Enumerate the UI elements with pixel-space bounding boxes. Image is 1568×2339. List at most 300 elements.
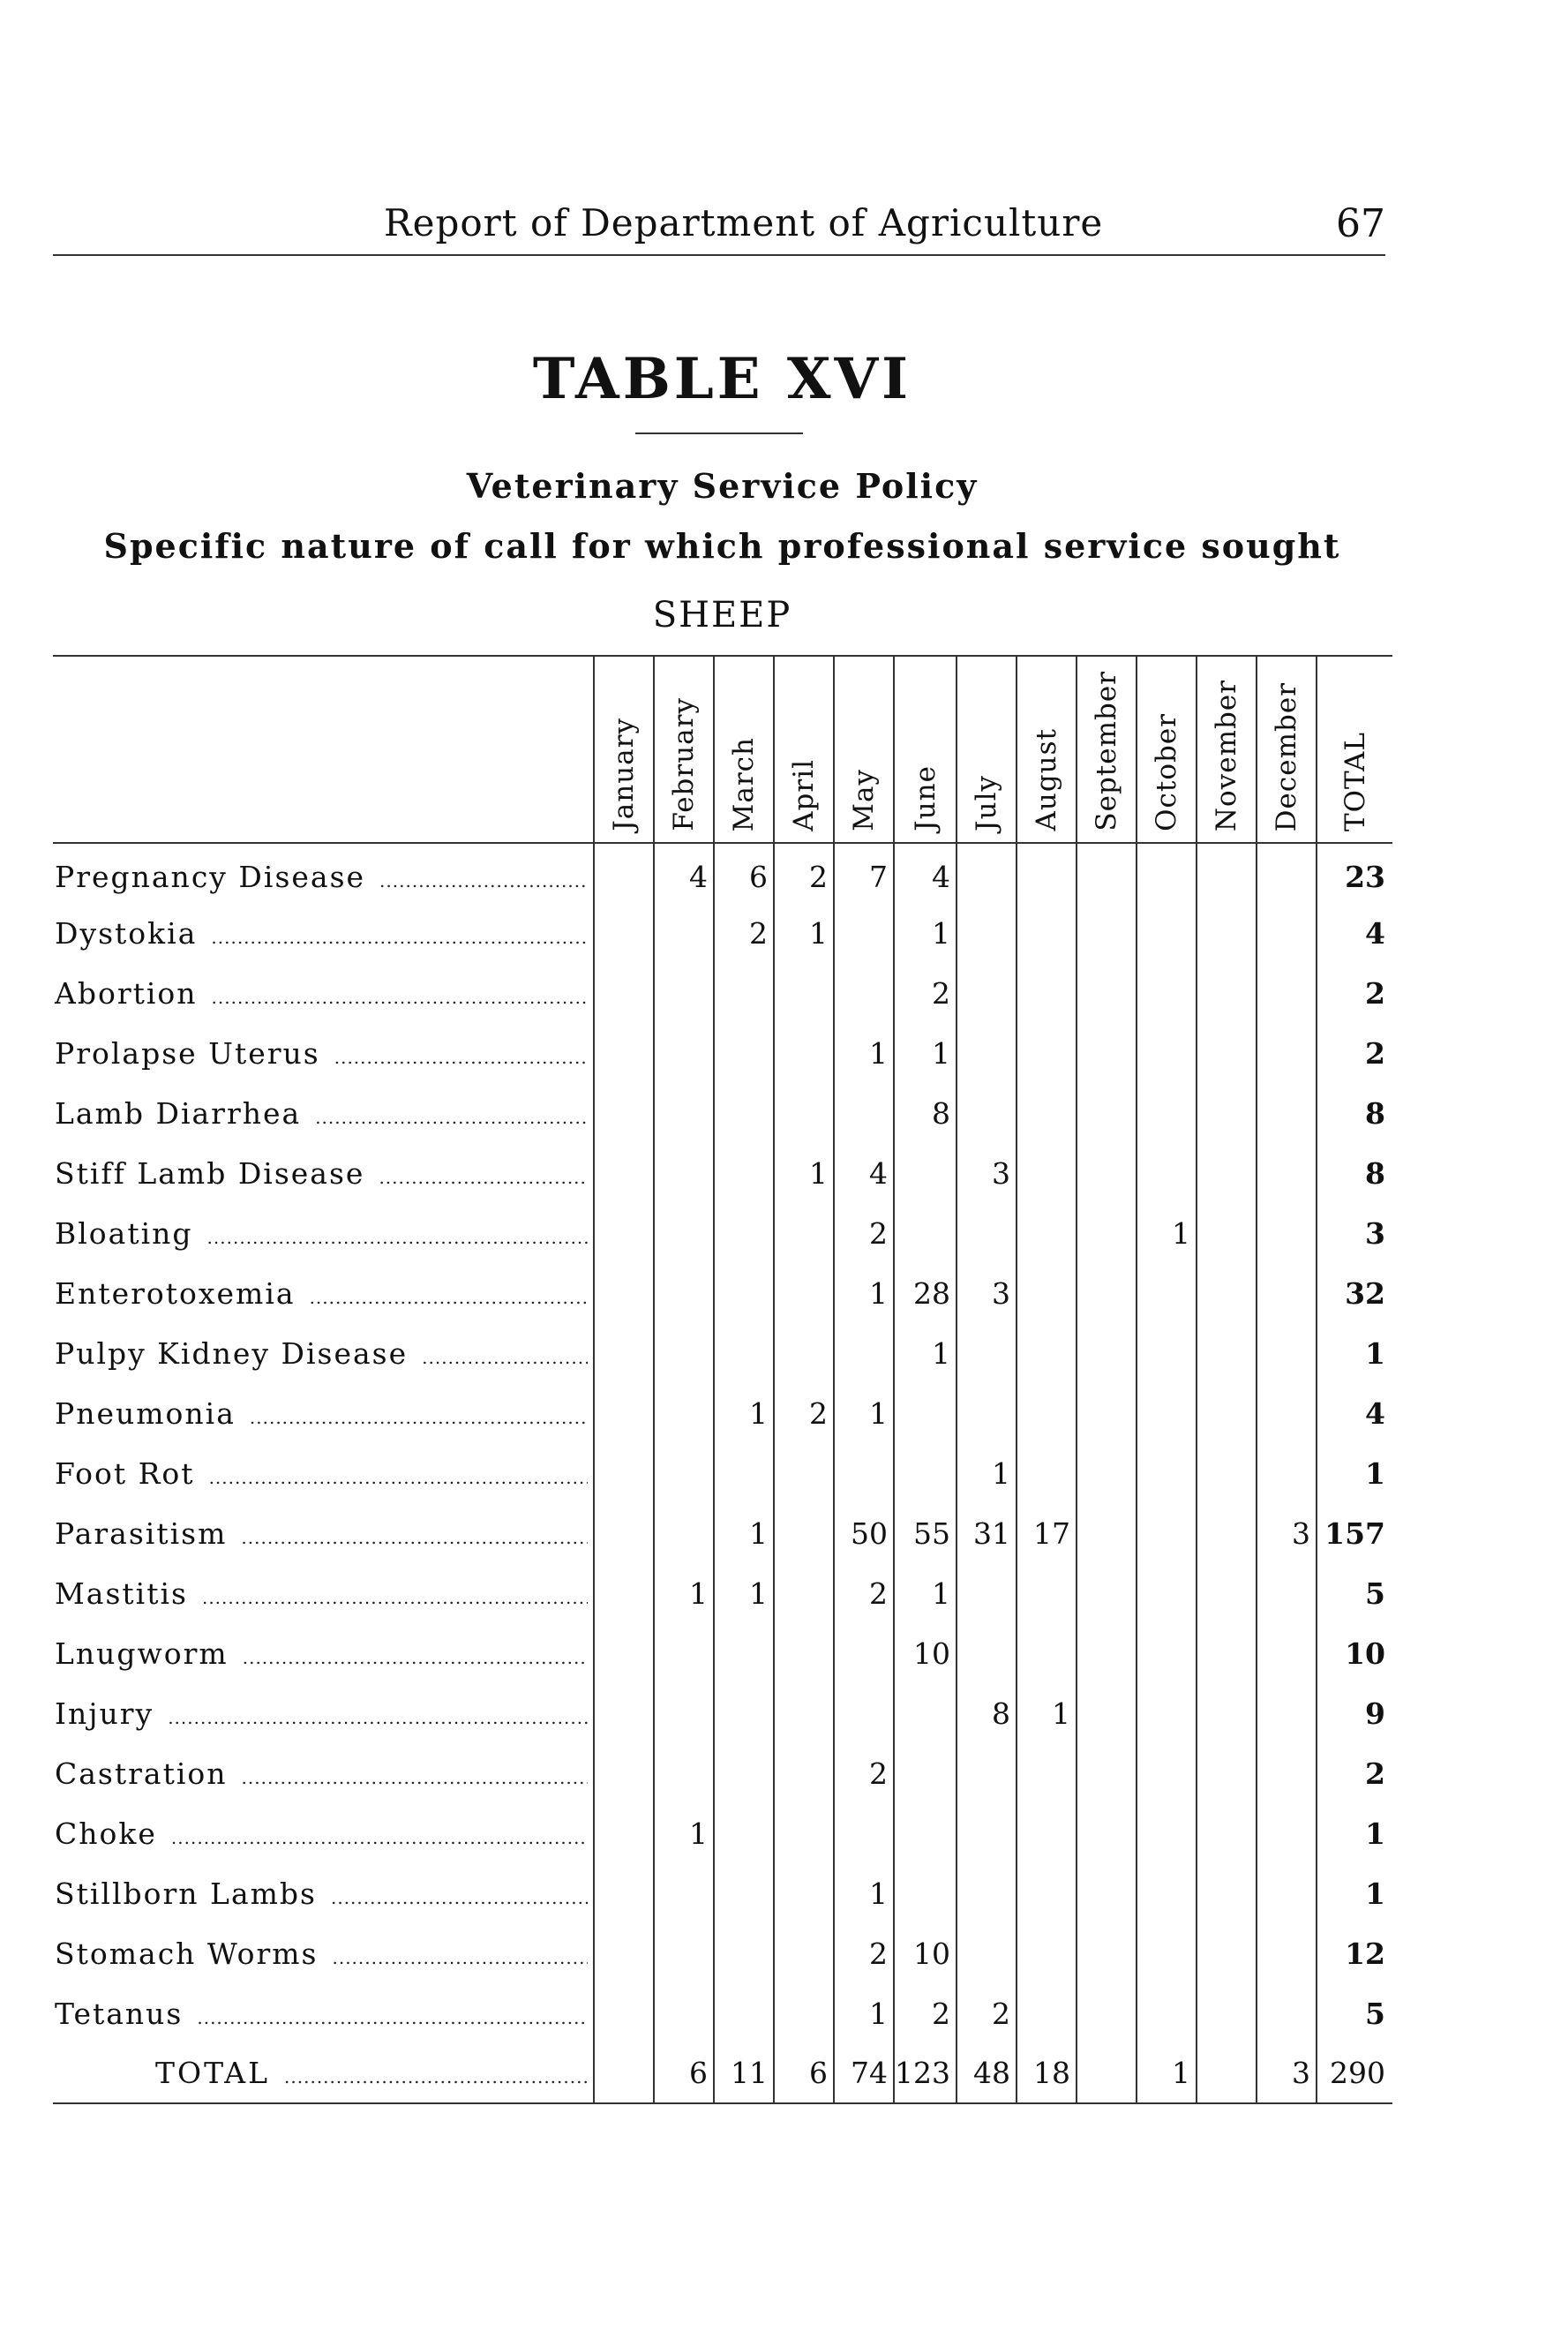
- value-cell: [594, 1203, 654, 1263]
- dot-leader: [202, 1587, 588, 1608]
- value-cell: [1017, 1083, 1077, 1143]
- row-label: Stiff Lamb Disease: [55, 1155, 365, 1191]
- column-header-label: August: [1031, 728, 1062, 831]
- value-cell: [1137, 1623, 1197, 1683]
- value-cell: [1137, 1263, 1197, 1323]
- value-cell: 1: [1017, 1683, 1077, 1743]
- value-cell: 2: [894, 1983, 957, 2043]
- value-cell: [1077, 1623, 1137, 1683]
- dot-leader: [250, 1407, 588, 1428]
- value-cell: [1017, 963, 1077, 1023]
- value-cell: [774, 1683, 834, 1743]
- column-header-july: [957, 656, 1017, 843]
- column-header-label: April: [788, 759, 820, 831]
- value-cell: [1137, 1563, 1197, 1623]
- page-number: 67: [1336, 201, 1385, 246]
- value-cell: [594, 1983, 654, 2043]
- value-cell: [1077, 1923, 1137, 1983]
- column-header-november: [1197, 656, 1257, 843]
- dot-leader: [209, 1467, 588, 1488]
- row-label-cell: [53, 1743, 594, 1803]
- value-cell: [594, 2043, 654, 2103]
- dot-leader: [212, 987, 588, 1008]
- value-cell: [714, 963, 774, 1023]
- value-cell: 2: [774, 843, 834, 903]
- column-header-march: [714, 656, 774, 843]
- value-cell: 55: [894, 1503, 957, 1563]
- value-cell: [894, 1743, 957, 1803]
- dot-leader: [331, 1887, 588, 1908]
- value-cell: [957, 1923, 1017, 1983]
- value-cell: [594, 1443, 654, 1503]
- value-cell: [1077, 903, 1137, 963]
- value-cell: [1017, 843, 1077, 903]
- column-header-label: January: [608, 718, 640, 831]
- value-cell: [594, 1503, 654, 1563]
- row-label-cell: [53, 903, 594, 963]
- value-cell: [1257, 1203, 1317, 1263]
- table-row: [53, 963, 1392, 1023]
- value-cell: [594, 1563, 654, 1623]
- row-total-cell: 1: [1317, 1863, 1392, 1923]
- value-cell: [957, 1563, 1017, 1623]
- value-cell: [1257, 1443, 1317, 1503]
- value-cell: 18: [1017, 2043, 1077, 2103]
- row-label-cell: [53, 1623, 594, 1683]
- row-label-cell: [53, 1263, 594, 1323]
- row-label: Choke: [55, 1816, 157, 1851]
- value-cell: 74: [834, 2043, 894, 2103]
- value-cell: 48: [957, 2043, 1017, 2103]
- row-total-cell: 4: [1317, 903, 1392, 963]
- value-cell: [1257, 1563, 1317, 1623]
- value-cell: [1137, 1983, 1197, 2043]
- value-cell: [1077, 1383, 1137, 1443]
- row-label-cell: [53, 1983, 594, 2043]
- value-cell: [1077, 1083, 1137, 1143]
- value-cell: [1257, 1023, 1317, 1083]
- column-header-september: [1077, 656, 1137, 843]
- value-cell: [1257, 1743, 1317, 1803]
- value-cell: [834, 1683, 894, 1743]
- value-cell: [774, 963, 834, 1023]
- row-total-cell: 23: [1317, 843, 1392, 903]
- dot-leader: [310, 1287, 588, 1308]
- value-cell: [1077, 1263, 1137, 1323]
- row-label: Dystokia: [55, 915, 198, 951]
- value-cell: 1: [894, 903, 957, 963]
- value-cell: 1: [1137, 1203, 1197, 1263]
- value-cell: [654, 1143, 714, 1203]
- table-row: [53, 1323, 1392, 1383]
- dot-leader: [171, 1827, 588, 1848]
- value-cell: [1137, 1143, 1197, 1203]
- row-label: Bloating: [55, 1215, 193, 1251]
- value-cell: 1: [654, 1803, 714, 1863]
- value-cell: [1257, 1143, 1317, 1203]
- table-body: [53, 843, 1392, 2103]
- value-cell: 1: [714, 1503, 774, 1563]
- value-cell: [774, 1923, 834, 1983]
- row-label: Pregnancy Disease: [55, 860, 366, 894]
- value-cell: [1017, 1923, 1077, 1983]
- value-cell: 4: [894, 843, 957, 903]
- total-row: [53, 2043, 1392, 2103]
- row-label-cell: [53, 963, 594, 1023]
- value-cell: [1197, 1983, 1257, 2043]
- value-cell: [654, 963, 714, 1023]
- value-cell: [594, 1743, 654, 1803]
- value-cell: [1197, 963, 1257, 1023]
- row-total-cell: 3: [1317, 1203, 1392, 1263]
- row-label-cell: [53, 1323, 594, 1383]
- value-cell: 1: [834, 1983, 894, 2043]
- value-cell: [1077, 963, 1137, 1023]
- value-cell: 1: [834, 1263, 894, 1323]
- value-cell: [1197, 1023, 1257, 1083]
- value-cell: [774, 1623, 834, 1683]
- row-label: Stillborn Lambs: [55, 1876, 317, 1911]
- table-row: [53, 1923, 1392, 1983]
- value-cell: [1197, 1743, 1257, 1803]
- value-cell: [1137, 1323, 1197, 1383]
- value-cell: [654, 1923, 714, 1983]
- value-cell: 2: [834, 1743, 894, 1803]
- value-cell: [1017, 1563, 1077, 1623]
- value-cell: [1077, 1863, 1137, 1923]
- value-cell: [714, 1683, 774, 1743]
- value-cell: [1257, 1683, 1317, 1743]
- value-cell: [1017, 1203, 1077, 1263]
- row-label-cell: [53, 1443, 594, 1503]
- value-cell: 1: [774, 1143, 834, 1203]
- row-total-cell: 2: [1317, 963, 1392, 1023]
- row-total-cell: 4: [1317, 1383, 1392, 1443]
- value-cell: [594, 1623, 654, 1683]
- row-label-cell: [53, 1683, 594, 1743]
- value-cell: 2: [834, 1923, 894, 1983]
- value-cell: 1: [957, 1443, 1017, 1503]
- value-cell: [774, 1743, 834, 1803]
- value-cell: [957, 1803, 1017, 1863]
- value-cell: [714, 1863, 774, 1923]
- row-label-cell: [53, 1863, 594, 1923]
- value-cell: [894, 1803, 957, 1863]
- value-cell: [957, 903, 1017, 963]
- value-cell: [594, 843, 654, 903]
- value-cell: [594, 1263, 654, 1323]
- row-total-cell: 1: [1317, 1803, 1392, 1863]
- table-row: [53, 1743, 1392, 1803]
- row-label: Foot Rot: [55, 1455, 195, 1491]
- table-row: [53, 1863, 1392, 1923]
- value-cell: [1257, 1983, 1317, 2043]
- value-cell: [1197, 1083, 1257, 1143]
- column-header-may: [834, 656, 894, 843]
- value-cell: 3: [957, 1263, 1017, 1323]
- value-cell: [1077, 1323, 1137, 1383]
- value-cell: [957, 1083, 1017, 1143]
- value-cell: [1017, 1383, 1077, 1443]
- value-cell: [1137, 1083, 1197, 1143]
- column-header-label: June: [909, 765, 942, 831]
- value-cell: [594, 963, 654, 1023]
- value-cell: [1197, 2043, 1257, 2103]
- column-header-label: February: [668, 697, 700, 831]
- value-cell: [1197, 1563, 1257, 1623]
- value-cell: [1137, 963, 1197, 1023]
- value-cell: [1077, 1023, 1137, 1083]
- value-cell: 7: [834, 843, 894, 903]
- value-cell: 1: [894, 1323, 957, 1383]
- value-cell: 1: [714, 1383, 774, 1443]
- value-cell: [774, 1503, 834, 1563]
- value-cell: [714, 1323, 774, 1383]
- table-row: [53, 1143, 1392, 1203]
- value-cell: 50: [834, 1503, 894, 1563]
- value-cell: [594, 1863, 654, 1923]
- value-cell: 2: [957, 1983, 1017, 2043]
- value-cell: [894, 1863, 957, 1923]
- value-cell: [654, 1863, 714, 1923]
- dot-leader: [379, 1167, 588, 1188]
- row-label: Tetanus: [55, 1996, 184, 2031]
- value-cell: [1137, 1023, 1197, 1083]
- value-cell: [1257, 1923, 1317, 1983]
- table-header: [53, 656, 1392, 843]
- table-row: [53, 1443, 1392, 1503]
- value-cell: [1017, 1983, 1077, 2043]
- value-cell: [714, 1623, 774, 1683]
- value-cell: [594, 1803, 654, 1863]
- value-cell: [1077, 1983, 1137, 2043]
- value-cell: 4: [834, 1143, 894, 1203]
- running-head: [53, 201, 1385, 256]
- value-cell: 2: [834, 1203, 894, 1263]
- value-cell: [1197, 1323, 1257, 1383]
- row-label: Lamb Diarrhea: [55, 1095, 302, 1131]
- row-label-cell: [53, 1203, 594, 1263]
- value-cell: [1017, 1863, 1077, 1923]
- value-cell: [774, 1083, 834, 1143]
- value-cell: [594, 1683, 654, 1743]
- value-cell: [1257, 903, 1317, 963]
- value-cell: [594, 903, 654, 963]
- value-cell: [1197, 1803, 1257, 1863]
- value-cell: [834, 1323, 894, 1383]
- row-total-cell: 8: [1317, 1083, 1392, 1143]
- value-cell: [1197, 1683, 1257, 1743]
- value-cell: [654, 1023, 714, 1083]
- value-cell: [957, 1323, 1017, 1383]
- value-cell: 10: [894, 1623, 957, 1683]
- value-cell: [714, 1203, 774, 1263]
- table-row: [53, 843, 1392, 903]
- value-cell: [1197, 1623, 1257, 1683]
- value-cell: [957, 1743, 1017, 1803]
- row-label-cell: [53, 1923, 594, 1983]
- row-label: Abortion: [55, 975, 198, 1011]
- table-row: [53, 1983, 1392, 2043]
- dot-leader: [422, 1347, 588, 1368]
- value-cell: 6: [774, 2043, 834, 2103]
- value-cell: [774, 1863, 834, 1923]
- row-total-cell: 2: [1317, 1023, 1392, 1083]
- value-cell: [714, 1263, 774, 1323]
- row-label-cell: [53, 1563, 594, 1623]
- dot-leader: [211, 927, 588, 948]
- value-cell: [714, 1743, 774, 1803]
- value-cell: 1: [774, 903, 834, 963]
- value-cell: [1257, 1083, 1317, 1143]
- table-row: [53, 1023, 1392, 1083]
- value-cell: [1197, 1263, 1257, 1323]
- row-label: Enterotoxemia: [55, 1275, 296, 1311]
- value-cell: [1017, 1743, 1077, 1803]
- value-cell: 31: [957, 1503, 1017, 1563]
- row-total-cell: 9: [1317, 1683, 1392, 1743]
- value-cell: [774, 1803, 834, 1863]
- row-label: Castration: [55, 1756, 228, 1791]
- value-cell: 1: [894, 1563, 957, 1623]
- table-row: [53, 1683, 1392, 1743]
- value-cell: [1137, 1383, 1197, 1443]
- value-cell: 1: [654, 1563, 714, 1623]
- value-cell: [714, 1443, 774, 1503]
- row-label-cell: [53, 1143, 594, 1203]
- row-total-cell: 12: [1317, 1923, 1392, 1983]
- table-row: [53, 1563, 1392, 1623]
- dot-leader: [284, 2066, 588, 2087]
- row-label: Pulpy Kidney Disease: [55, 1335, 409, 1371]
- row-label-cell: [53, 1503, 594, 1563]
- value-cell: [714, 1803, 774, 1863]
- row-label: Injury: [55, 1696, 154, 1731]
- column-header-december: [1257, 656, 1317, 843]
- value-cell: 1: [834, 1383, 894, 1443]
- value-cell: 2: [894, 963, 957, 1023]
- value-cell: [1137, 1743, 1197, 1803]
- value-cell: 28: [894, 1263, 957, 1323]
- value-cell: [1197, 1143, 1257, 1203]
- column-header-june: [894, 656, 957, 843]
- column-header-label: September: [1091, 671, 1122, 831]
- value-cell: [594, 1023, 654, 1083]
- table-row: [53, 1803, 1392, 1863]
- row-total-cell: 8: [1317, 1143, 1392, 1203]
- value-cell: [834, 1803, 894, 1863]
- value-cell: [834, 903, 894, 963]
- row-label-cell: [53, 1803, 594, 1863]
- column-header-label: December: [1271, 681, 1302, 831]
- value-cell: [1197, 1503, 1257, 1563]
- value-cell: [894, 1443, 957, 1503]
- column-header-label: May: [848, 769, 880, 831]
- value-cell: [957, 1203, 1017, 1263]
- value-cell: [957, 963, 1017, 1023]
- value-cell: [1197, 1443, 1257, 1503]
- value-cell: 6: [654, 2043, 714, 2103]
- value-cell: [654, 1323, 714, 1383]
- dot-leader: [197, 2007, 588, 2028]
- row-label: Prolapse Uterus: [55, 1035, 320, 1071]
- value-cell: [1017, 1143, 1077, 1203]
- value-cell: [654, 903, 714, 963]
- column-header-january: [594, 656, 654, 843]
- species-heading: SHEEP: [652, 595, 792, 636]
- value-cell: [1257, 1623, 1317, 1683]
- dot-leader: [207, 1227, 588, 1248]
- value-cell: 3: [1257, 2043, 1317, 2103]
- value-cell: 3: [957, 1143, 1017, 1203]
- value-cell: [834, 1083, 894, 1143]
- row-total-cell: 10: [1317, 1623, 1392, 1683]
- total-label: TOTAL: [155, 2056, 271, 2090]
- value-cell: [1017, 1623, 1077, 1683]
- row-label: Parasitism: [55, 1515, 228, 1551]
- value-cell: [594, 1383, 654, 1443]
- value-cell: [1197, 903, 1257, 963]
- value-cell: [894, 1203, 957, 1263]
- value-cell: [654, 1383, 714, 1443]
- value-cell: [654, 1743, 714, 1803]
- value-cell: [1197, 1383, 1257, 1443]
- row-label: Stomach Worms: [55, 1936, 319, 1971]
- column-header-label: March: [728, 736, 760, 831]
- value-cell: [1137, 1863, 1197, 1923]
- value-cell: [1257, 1263, 1317, 1323]
- value-cell: [594, 1323, 654, 1383]
- value-cell: 1: [834, 1023, 894, 1083]
- value-cell: [654, 1203, 714, 1263]
- value-cell: [957, 843, 1017, 903]
- running-title: Report of Department of Agriculture: [384, 201, 1104, 244]
- value-cell: [714, 1983, 774, 2043]
- table-row: [53, 1503, 1392, 1563]
- value-cell: [774, 1563, 834, 1623]
- value-cell: [894, 1143, 957, 1203]
- value-cell: [1257, 843, 1317, 903]
- row-total-cell: 1: [1317, 1443, 1392, 1503]
- dot-leader: [379, 870, 588, 891]
- value-cell: [1137, 1443, 1197, 1503]
- value-cell: [1077, 843, 1137, 903]
- column-header-august: [1017, 656, 1077, 843]
- value-cell: [774, 1323, 834, 1383]
- value-cell: [1257, 1383, 1317, 1443]
- value-cell: 2: [774, 1383, 834, 1443]
- value-cell: 10: [894, 1923, 957, 1983]
- row-label-cell: [53, 2043, 594, 2103]
- row-total-cell: 5: [1317, 1983, 1392, 2043]
- value-cell: [957, 1623, 1017, 1683]
- column-header-october: [1137, 656, 1197, 843]
- value-cell: [957, 1023, 1017, 1083]
- value-cell: [1137, 1503, 1197, 1563]
- value-cell: [1257, 1863, 1317, 1923]
- header-row: [53, 656, 1392, 843]
- column-header-label: July: [971, 775, 1002, 831]
- value-cell: [1197, 843, 1257, 903]
- value-cell: [1077, 1443, 1137, 1503]
- table-row: [53, 1263, 1392, 1323]
- row-total-cell: 32: [1317, 1263, 1392, 1323]
- column-header-label: November: [1211, 679, 1242, 831]
- value-cell: [714, 1023, 774, 1083]
- value-cell: [1137, 903, 1197, 963]
- value-cell: [594, 1923, 654, 1983]
- row-label: Lnugworm: [55, 1636, 229, 1671]
